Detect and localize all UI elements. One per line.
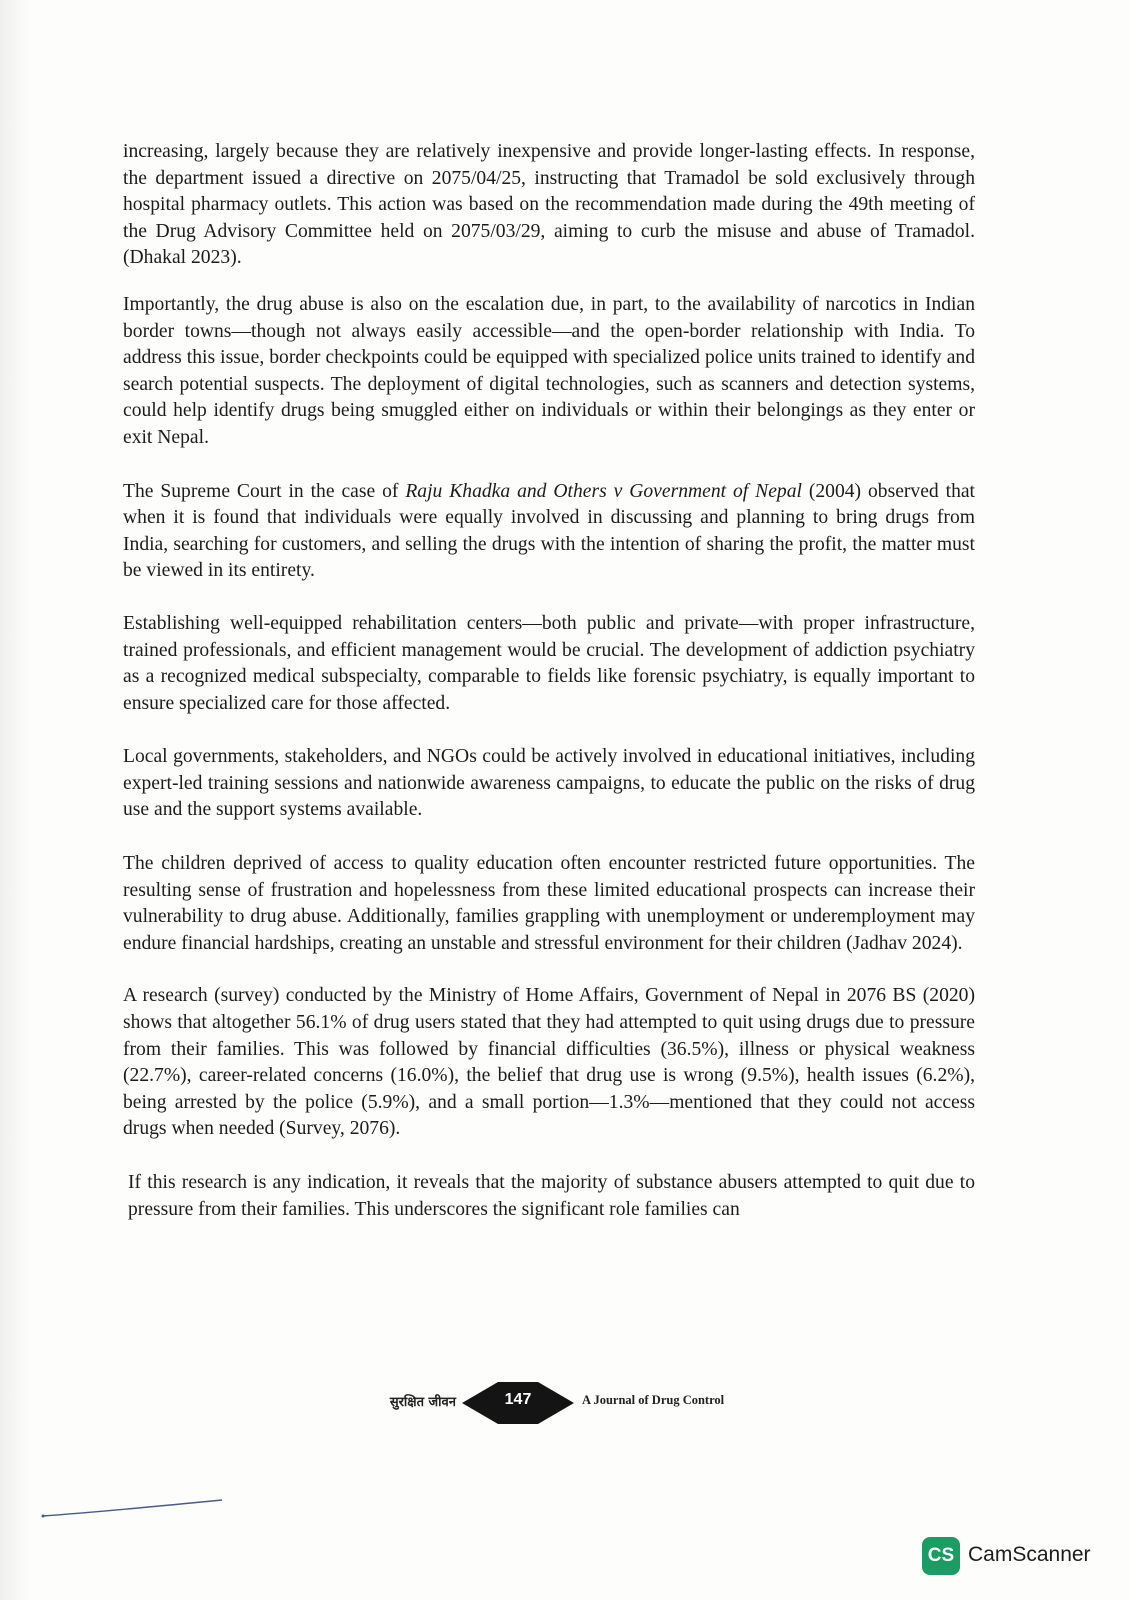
paragraph-survey: A research (survey) conducted by the Ministry of Home Affairs, Government of Nepal in 2076 BS (2020) shows that altogether 56.1% of drug users stated that they had attempted to quit using drugs due to pressure from their families. This was followed by financial difficulties (36.5%), illness or physical weakness (22.7%), career-related concerns (16.0%), the belief that drug use is wrong (9.5%), health issues (6.2%), being arrested by the police (5.9%), and a small portion—1.3%—mentioned that they could not access drugs when needed (Survey, 2076). xyxy=(123,985,975,1140)
court-case-rest: (2004) observed that when it is found that individuals were equally involved in discussing and planning to bring drugs from India, searching for customers, and selling the drugs with the intention of sharing the profit, the matter must be viewed in its entirety. xyxy=(123,480,976,582)
paragraph-research-indication: If this research is any indication, it reveals that the majority of substance abusers attempted to quit due to pressure from their families. This underscores the significant role families can xyxy=(128,1172,975,1220)
court-case-name: Raju Khadka and Others v Government of Nepal xyxy=(405,480,802,502)
page-number: 147 xyxy=(504,1391,532,1408)
camscanner-label: CamScanner xyxy=(968,1543,1091,1566)
page-footer xyxy=(360,1378,780,1430)
article-body xyxy=(123,139,975,1223)
paragraph-border-narcotics: Importantly, the drug abuse is also on the escalation due, in part, to the availability of narcotics in Indian border towns—though not always easily accessible—and the open-border relationship with India. To address this issue, border checkpoints could be equipped with specialized police units trained to identify and search potential suspects. The deployment of digital technologies, such as scanners and detection systems, could help identify drugs being smuggled either on individuals or within their belongings as they enter or exit Nepal. xyxy=(123,293,975,448)
court-case-intro: The Supreme Court in the case of xyxy=(123,480,406,502)
scan-artifact-line xyxy=(40,1498,225,1520)
paragraph-tramadol: increasing, largely because they are relatively inexpensive and provide longer-lasting effects. In response, the department issued a directive on 2075/04/25, instructing that Tramadol be sold exclusively through hospital pharmacy outlets. This action was based on the recommendation made during the 49th meeting of the Drug Advisory Committee held on 2075/03/29, aiming to curb the misuse and abuse of Tramadol. (Dhakal 2023). xyxy=(123,141,975,269)
camscanner-logo-icon: CS xyxy=(922,1537,960,1575)
paragraph-supreme-court xyxy=(123,479,975,585)
page-edge-shadow xyxy=(0,0,30,1600)
camscanner-watermark xyxy=(922,1537,1122,1577)
paragraph-local-governments: Local governments, stakeholders, and NGOs could be actively involved in educational initiatives, including expert-led training sessions and nationwide awareness campaigns, to educate the public on the risks of drug use and the support systems available. xyxy=(123,746,975,821)
footer-journal-name: A Journal of Drug Control xyxy=(582,1393,725,1407)
paragraph-children-education: The children deprived of access to quality education often encounter restricted future opportunities. The resulting sense of frustration and hopelessness from these limited educational prospects can increase their vulnerability to drug abuse. Additionally, families grappling with unemployment or underemployment may endure financial hardships, creating an unstable and stressful environment for their children (Jadhav 2024). xyxy=(123,853,975,954)
footer-journal-name-nepali: सुरक्षित जीवन xyxy=(389,1395,456,1410)
paragraph-rehabilitation: Establishing well-equipped rehabilitation centers—both public and private—with proper infrastructure, trained professionals, and efficient management would be crucial. The development of addiction psychiatry as a recognized medical subspecialty, comparable to fields like forensic psychiatry, is equally important to ensure specialized care for those affected. xyxy=(123,612,975,714)
